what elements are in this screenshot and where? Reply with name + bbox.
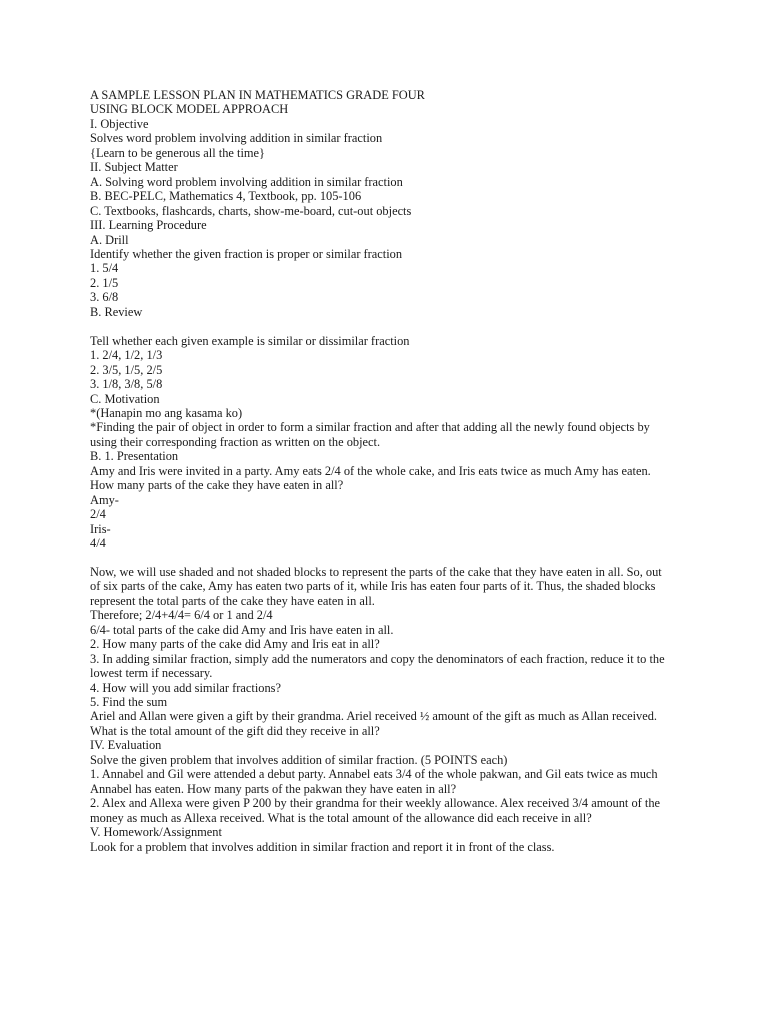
document-line: III. Learning Procedure bbox=[90, 218, 207, 233]
document-line: Ariel and Allan were given a gift by their grandma. Ariel received ½ amount of the gift as much as Allan received. bbox=[90, 709, 658, 724]
document-line: 2/4 bbox=[90, 507, 106, 522]
document-line: B. Review bbox=[90, 304, 143, 319]
document-line: What is the total amount of the gift did they receive in all? bbox=[90, 723, 380, 738]
document-line: *Finding the pair of object in order to form a similar fraction and after that adding all the newly found objects by bbox=[90, 420, 650, 435]
document-line: Solve the given problem that involves addition of similar fraction. (5 POINTS each) bbox=[90, 752, 508, 767]
document-line: B. 1. Presentation bbox=[90, 449, 179, 464]
document-line: 2. 1/5 bbox=[90, 275, 119, 290]
document-line: Now, we will use shaded and not shaded blocks to represent the parts of the cake that they have eaten in all. So, out bbox=[90, 564, 662, 579]
document-line: Iris- bbox=[90, 521, 111, 536]
document-line: B. BEC-PELC, Mathematics 4, Textbook, pp. 105-106 bbox=[90, 189, 362, 204]
document-line: A SAMPLE LESSON PLAN IN MATHEMATICS GRADE FOUR bbox=[90, 88, 425, 102]
document-line: Solves word problem involving addition in similar fraction bbox=[90, 131, 383, 146]
document-line: Annabel has eaten. How many parts of the pakwan they have eaten in all? bbox=[90, 781, 457, 796]
document-line: IV. Evaluation bbox=[90, 738, 162, 753]
document-line: 1. Annabel and Gil were attended a debut party. Annabel eats 3/4 of the whole pakwan, and Gil eats twice as much bbox=[90, 767, 658, 782]
document-line: USING BLOCK MODEL APPROACH bbox=[90, 102, 289, 117]
document-line: money as much as Allexa received. What is the total amount of the allowance did each receive in all? bbox=[90, 810, 592, 825]
document-line: 4/4 bbox=[90, 536, 106, 551]
document-line: *(Hanapin mo ang kasama ko) bbox=[90, 405, 243, 420]
document-line: C. Textbooks, flashcards, charts, show-me-board, cut-out objects bbox=[90, 203, 412, 218]
document-line: II. Subject Matter bbox=[90, 160, 178, 175]
document-line: Amy and Iris were invited in a party. Amy eats 2/4 of the whole cake, and Iris eats twice as much Amy has eaten. bbox=[90, 463, 651, 478]
document-line: lowest term if necessary. bbox=[90, 666, 213, 681]
document-line: V. Homework/Assignment bbox=[90, 825, 222, 840]
document-line: Tell whether each given example is similar or dissimilar fraction bbox=[90, 333, 410, 348]
document-line: using their corresponding fraction as written on the object. bbox=[90, 434, 381, 449]
document-line: A. Solving word problem involving addition in similar fraction bbox=[90, 174, 403, 189]
document-line: {Learn to be generous all the time} bbox=[90, 145, 265, 160]
document-line: Amy- bbox=[90, 492, 119, 507]
document-line: 1. 2/4, 1/2, 1/3 bbox=[90, 348, 163, 363]
document-line: How many parts of the cake they have eaten in all? bbox=[90, 478, 344, 493]
document-line: 2. How many parts of the cake did Amy and Iris eat in all? bbox=[90, 637, 380, 652]
document-line: Look for a problem that involves addition in similar fraction and report it in front of the class. bbox=[90, 839, 555, 854]
document-line: 3. 6/8 bbox=[90, 290, 119, 305]
document-line: A. Drill bbox=[90, 232, 129, 247]
document-line: 6/4- total parts of the cake did Amy and Iris have eaten in all. bbox=[90, 622, 394, 637]
document-line: 3. In adding similar fraction, simply add the numerators and copy the denominators of each fraction, reduce it to the bbox=[90, 651, 665, 666]
blank-line bbox=[90, 550, 710, 564]
document-line: 4. How will you add similar fractions? bbox=[90, 680, 281, 695]
document-line: 1. 5/4 bbox=[90, 261, 119, 276]
document-line: 2. 3/5, 1/5, 2/5 bbox=[90, 362, 163, 377]
document-line: Identify whether the given fraction is proper or similar fraction bbox=[90, 246, 403, 261]
document-line: 2. Alex and Allexa were given P 200 by their grandma for their weekly allowance. Alex received 3/4 amount of the bbox=[90, 796, 661, 811]
document-line: represent the total parts of the cake they have eaten in all. bbox=[90, 593, 375, 608]
document-line: 5. Find the sum bbox=[90, 695, 168, 709]
document-line: Therefore; 2/4+4/4= 6/4 or 1 and 2/4 bbox=[90, 608, 273, 623]
document-line: C. Motivation bbox=[90, 391, 160, 406]
document-line: 3. 1/8, 3/8, 5/8 bbox=[90, 377, 163, 392]
lesson-plan-document bbox=[90, 88, 710, 854]
blank-line bbox=[90, 319, 710, 333]
document-line: of six parts of the cake, Amy has eaten two parts of it, while Iris has eaten four parts of it. Thus, the shaded blocks bbox=[90, 579, 656, 594]
document-line: I. Objective bbox=[90, 116, 149, 131]
